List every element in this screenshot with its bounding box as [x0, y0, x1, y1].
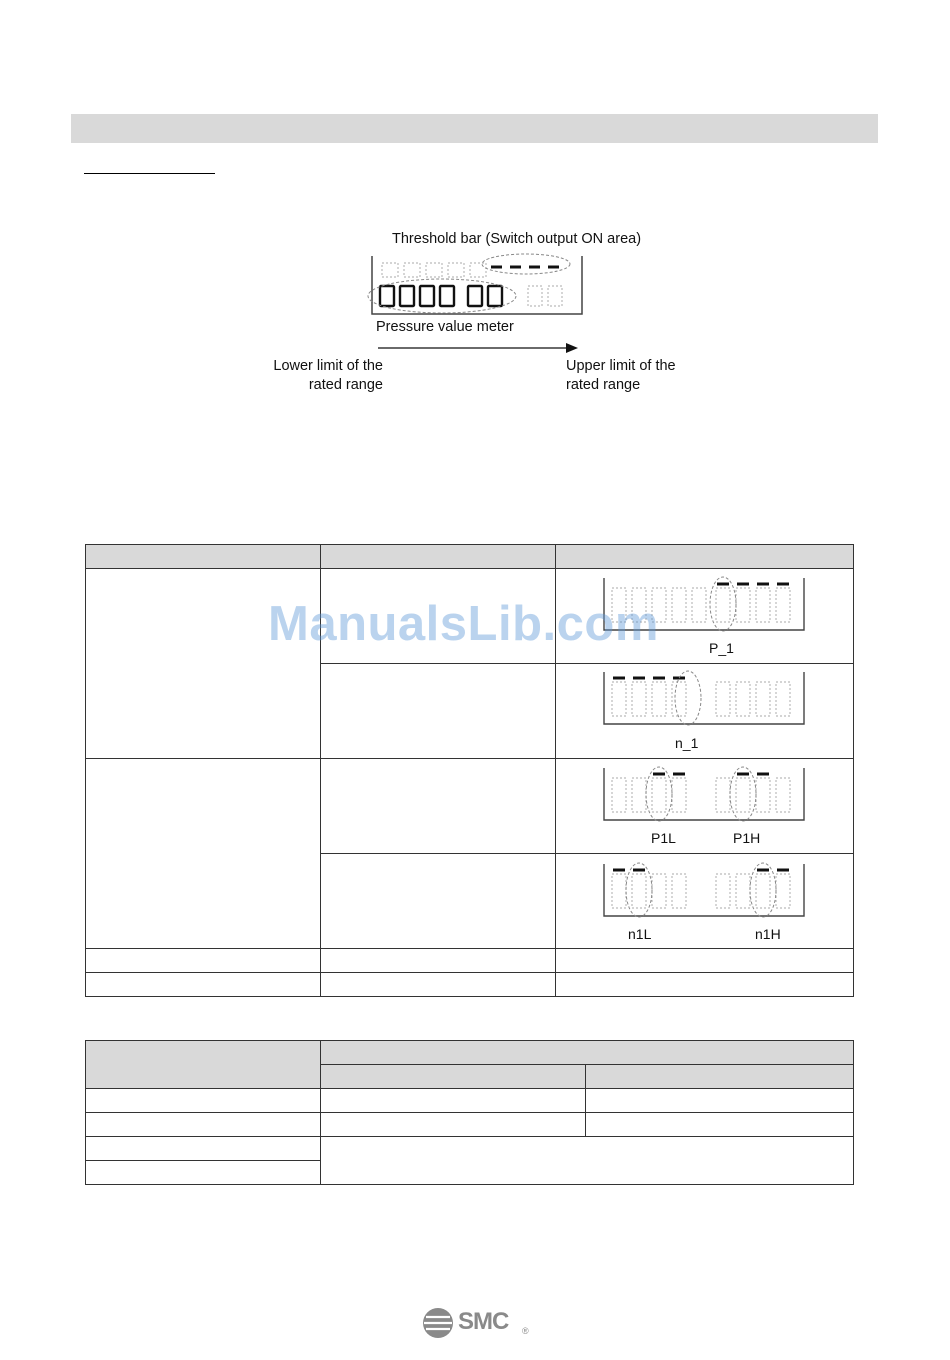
table1-setting-cell: [320, 759, 556, 854]
table2-merged-cell: [320, 1137, 853, 1185]
smc-logo-text: SMC: [458, 1308, 509, 1335]
table1-cell: [556, 949, 854, 973]
display-caption-p1h: P1H: [733, 830, 761, 846]
display-caption-p1l: P1L: [651, 830, 676, 846]
table2-cell: [86, 1089, 321, 1113]
smc-logo-mark-icon: [422, 1307, 454, 1339]
table1-cell: [86, 973, 321, 997]
watermark: ManualsLib.com: [268, 597, 659, 651]
table2-cell: [86, 1137, 321, 1161]
table2-cell: [86, 1161, 321, 1185]
table2-header-cell: [86, 1041, 321, 1089]
table2-cell: [86, 1113, 321, 1137]
lcd-display-n1l-n1h: [600, 860, 810, 922]
table1-setting-cell: [320, 664, 556, 759]
section-title-underline: [84, 173, 215, 174]
threshold-bar-label: Threshold bar (Switch output ON area): [392, 231, 642, 247]
table1-header-cell: [556, 545, 854, 569]
registered-mark: ®: [522, 1326, 529, 1336]
table1-mode-cell: [86, 759, 321, 949]
table1-cell: [86, 949, 321, 973]
lcd-display-p1l-p1h: [600, 764, 810, 826]
lower-limit-label-line2: rated range: [308, 377, 383, 393]
table1-cell: [556, 973, 854, 997]
section-header-band: [71, 114, 878, 143]
table2-cell: [320, 1089, 586, 1113]
table1-cell: [320, 949, 556, 973]
smc-logo: [422, 1306, 532, 1340]
table2-cell: [586, 1113, 854, 1137]
lower-limit-label-line1: Lower limit of the: [273, 358, 383, 374]
table2-subheader-cell: [320, 1065, 586, 1089]
table2-header-cell: [320, 1041, 853, 1065]
pressure-meter-label: Pressure value meter: [376, 319, 514, 335]
lcd-diagram: [360, 250, 590, 360]
display-caption-n1: n_1: [675, 735, 699, 751]
table1-header-cell: [86, 545, 321, 569]
lcd-display-n1: [600, 668, 810, 730]
upper-limit-label-line1: Upper limit of the: [566, 358, 676, 374]
display-caption-p1: P_1: [709, 640, 734, 656]
display-caption-n1h: n1H: [755, 926, 781, 942]
display-caption-n1l: n1L: [628, 926, 652, 942]
table2-subheader-cell: [586, 1065, 854, 1089]
table1-header-cell: [320, 545, 556, 569]
table2-cell: [320, 1113, 586, 1137]
table1-cell: [320, 973, 556, 997]
table2-cell: [586, 1089, 854, 1113]
upper-limit-label-line2: rated range: [566, 377, 641, 393]
table1-setting-cell: [320, 854, 556, 949]
settings-table: [85, 1040, 854, 1185]
